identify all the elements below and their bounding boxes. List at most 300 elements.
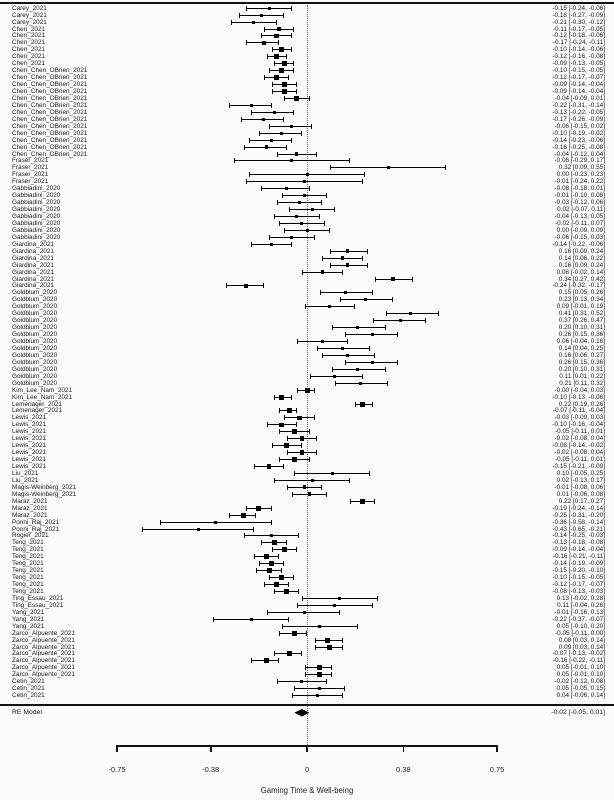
effect-marker [346,249,350,253]
ci-cap-right [288,75,289,80]
study-value: -0.01 [-0.16, 0.13] [554,608,605,616]
ci-cap-left [297,388,298,393]
study-row [0,532,614,539]
study-value: -0.22 [-0.31, -0.14] [552,101,605,109]
study-row [0,553,614,560]
ci-cap-left [277,679,278,684]
study-value: -0.14 [-0.22, -0.06] [552,240,605,248]
ci-cap-right [293,68,294,73]
ci-cap-left [254,464,255,469]
ci-cap-left [272,82,273,87]
x-axis-tick [210,745,212,752]
study-label: Goldblum_2020 [12,372,58,380]
study-row [0,324,614,331]
study-label: Teng_2021 [12,560,44,568]
x-axis-tick [116,745,118,752]
study-label: Lewis_2021 [12,421,47,429]
ci-cap-left [345,360,346,365]
effect-marker [356,368,359,371]
study-row [0,220,614,227]
effect-marker [252,21,255,24]
effect-marker [264,554,269,559]
effect-marker [360,499,365,504]
ci-cap-left [302,270,303,275]
effect-marker [284,589,289,594]
study-value: -0.05 [-0.11, 0.01] [555,428,605,436]
ci-cap-left [264,27,265,32]
study-label: Maraz_2021 [12,511,48,519]
study-label: Fraser_2021 [12,171,49,179]
study-value: -0.02 [-0.08, 0.04] [554,449,605,457]
study-value: -0.01 [-0.24, 0.22] [554,178,605,186]
re-model-diamond-icon [294,709,309,717]
effect-marker [300,450,305,455]
study-value: 0.05 [-0.10, 0.20] [556,622,605,630]
study-row [0,345,614,352]
ci-cap-left [269,235,270,240]
study-row [0,123,614,130]
effect-marker [277,27,282,32]
study-row [0,12,614,19]
study-label: Chen_Chen_OBrien_2021 [12,136,88,144]
ci-cap-left [274,61,275,66]
study-label: Giardina_2021 [12,275,54,283]
ci-cap-right [286,54,287,59]
ci-cap-right [412,277,413,282]
study-label: Yang_2021 [12,622,45,630]
effect-marker [287,408,292,413]
study-value: 0.16 [0.06, 0.27] [558,351,605,359]
effect-marker [341,256,344,259]
effect-marker [274,34,279,39]
ci-cap-left [269,124,270,129]
ci-cap-right [296,82,297,87]
effect-marker [274,582,279,587]
study-row [0,512,614,519]
re-model-row [0,708,614,717]
ci-cap-left [284,228,285,233]
study-row [0,366,614,373]
ci-cap-left [246,179,247,184]
ci-cap-left [282,624,283,629]
effect-marker [346,263,350,267]
study-label: Goldblum_2020 [12,344,58,352]
effect-marker [317,665,322,670]
ci-cap-right [288,617,289,622]
effect-marker [272,540,277,545]
effect-marker [316,694,319,697]
ci-cap-left [261,540,262,545]
study-row [0,137,614,144]
ci-cap-right [296,547,297,552]
study-row [0,526,614,533]
ci-cap-right [347,339,348,344]
ci-cap-right [293,110,294,115]
ci-cap-right [291,6,292,11]
study-label: Yang_2021 [12,615,45,623]
ci-cap-right [296,408,297,413]
ci-cap-left [335,381,336,386]
ci-cap-right [372,603,373,608]
ci-cap-left [292,492,293,497]
study-value: 0.20 [0.10, 0.31] [558,365,605,373]
study-value: -0.11 [-0.17, -0.05] [552,25,605,33]
study-value: -0.08 [-0.18, 0.01] [554,185,605,193]
study-label: Lewis_2021 [12,435,47,443]
study-value: -0.04 [-0.13, 0.05] [554,213,605,221]
ci-cap-right [349,478,350,483]
study-value: 0.37 [0.26, 0.47] [558,317,605,325]
study-label: Zarco_Alpuente_2021 [12,636,75,644]
ci-cap-right [291,395,292,400]
effect-marker [409,312,412,315]
ci-cap-left [373,318,374,323]
study-row [0,282,614,289]
effect-marker [333,604,336,607]
ci-cap-left [279,457,280,462]
effect-marker [359,382,362,385]
study-label: Chen_2021 [12,53,46,61]
study-row [0,595,614,602]
ci-cap-right [326,193,327,198]
ci-cap-right [374,499,375,504]
effect-marker [267,464,272,469]
effect-marker [328,305,331,308]
ci-cap-left [279,408,280,413]
ci-cap-left [330,165,331,170]
study-row [0,26,614,33]
ci-cap-right [309,457,310,462]
study-row [0,60,614,67]
study-label: Gabbiadini_2020 [12,192,61,200]
ci-cap-right [321,200,322,205]
study-row [0,567,614,574]
ci-cap-left [292,693,293,698]
study-row [0,164,614,171]
study-value: 0.06 [-0.04, 0.16] [556,338,605,345]
ci-cap-left [277,152,278,157]
ci-cap-left [267,610,268,615]
effect-marker [282,82,287,87]
ci-cap-right [339,610,340,615]
ci-cap-right [329,228,330,233]
ci-cap-right [372,290,373,295]
ci-cap-left [287,485,288,490]
effect-marker [318,687,321,690]
study-value: -0.12 [-0.17, -0.07] [552,581,605,589]
ci-cap-right [306,631,307,636]
study-value: 0.00 [-0.09, 0.09] [556,226,605,234]
study-row [0,19,614,26]
study-row [0,421,614,428]
ci-cap-left [274,589,275,594]
effect-marker [303,180,306,183]
study-row [0,157,614,164]
ci-cap-right [253,527,254,532]
ci-cap-right [291,138,292,143]
study-row [0,685,614,692]
study-row [0,539,614,546]
ci-cap-left [297,603,298,608]
ci-cap-left [294,471,295,476]
study-row [0,449,614,456]
study-value: -0.06 [-0.15, 0.02] [554,122,605,130]
ci-cap-left [386,311,387,316]
ci-cap-left [246,506,247,511]
effect-marker [273,111,276,114]
study-value: -0.05 [-0.11, 0.00] [555,629,605,637]
study-value: -0.09 [-0.13, -0.05] [552,60,605,68]
effect-marker [274,75,279,80]
study-value: -0.21 [-0.30, -0.12] [552,18,605,26]
study-value: -0.19 [-0.24, -0.14] [552,504,605,512]
ci-cap-right [334,207,335,212]
ci-cap-left [279,221,280,226]
study-row [0,581,614,588]
ci-cap-left [251,110,252,115]
effect-marker [311,208,314,211]
study-row [0,53,614,60]
ci-cap-right [291,47,292,52]
study-row [0,255,614,262]
study-value: -0.12 [-0.18, -0.06] [552,32,605,40]
ci-cap-right [367,249,368,254]
study-label: Chen_Chen_OBrien_2021 [12,101,88,109]
study-value: -0.17 [-0.26, -0.09] [552,115,605,123]
study-row [0,401,614,408]
study-label: Gabbiadini_2020 [12,185,61,193]
effect-marker [306,229,309,232]
study-label: Goldblum_2020 [12,303,58,311]
effect-marker [287,651,292,656]
study-row [0,102,614,109]
ci-cap-left [267,422,268,427]
study-label: Magis-Weinberg_2021 [12,483,77,491]
study-label: Cetin_2021 [12,685,45,693]
study-label: Magis-Weinberg_2021 [12,490,77,498]
ci-cap-right [286,145,287,150]
ci-cap-right [314,415,315,420]
study-value: 0.10 [-0.05, 0.25] [556,469,605,477]
study-row [0,234,614,241]
study-value: -0.43 [-0.65, -0.21] [552,525,605,533]
effect-marker [279,68,284,73]
ci-cap-left [249,172,250,177]
study-value: 0.01 [-0.06, 0.08] [556,490,605,498]
effect-marker [284,443,289,448]
study-value: -0.12 [-0.16, -0.08] [552,53,605,61]
study-row [0,109,614,116]
effect-marker [264,658,269,663]
study-label: Carey_2021 [12,18,47,26]
effect-marker [282,61,287,66]
study-row [0,276,614,283]
study-row [0,206,614,213]
study-value: 0.26 [0.15, 0.36] [558,331,605,339]
effect-marker [250,618,253,621]
study-value: -0.00 [-0.04, 0.03] [554,386,605,394]
study-label: Liu_2021 [12,476,39,484]
study-label: Gabbiadini_2020 [12,206,61,214]
ci-cap-right [283,464,284,469]
study-label: Kim_Lee_Nam_2021 [12,393,73,401]
study-label: Chen_2021 [12,25,46,33]
effect-marker [303,485,307,489]
study-label: Chen_2021 [12,39,46,47]
ci-cap-left [244,533,245,538]
study-label: Fraser_2021 [12,164,49,172]
study-value: 0.00 [-0.23, 0.23] [556,171,605,179]
study-label: Zarco_Alpuente_2021 [12,657,75,665]
study-value: -0.16 [-0.21, -0.11] [552,553,605,561]
study-value: 0.22 [0.17, 0.27] [558,497,605,505]
study-row [0,380,614,387]
effect-marker [282,89,287,94]
effect-marker [250,104,253,107]
study-value: 0.09 [-0.01, 0.19] [556,303,605,311]
study-row [0,435,614,442]
effect-marker [346,354,349,357]
ci-cap-right [369,471,370,476]
ci-cap-left [287,450,288,455]
study-row [0,46,614,53]
ci-cap-right [392,297,393,302]
study-label: Maraz_2021 [12,504,48,512]
ci-cap-right [387,381,388,386]
effect-marker [295,215,298,218]
study-row [0,67,614,74]
study-value: -0.36 [-0.58, -0.14] [552,518,605,526]
ci-cap-left [229,513,230,518]
effect-marker [265,145,268,148]
ci-cap-right [372,402,373,407]
study-label: Goldblum_2020 [12,310,58,318]
effect-marker [294,96,299,101]
study-row [0,470,614,477]
study-label: Goldblum_2020 [12,379,58,387]
ci-cap-left [239,13,240,18]
study-value: 0.05 [-0.05, 0.15] [556,685,605,693]
study-label: Gabbiadini_2020 [12,233,61,241]
ci-cap-right [321,485,322,490]
effect-marker [279,423,284,428]
top-rule [0,2,614,4]
ci-cap-right [445,165,446,170]
study-row [0,671,614,678]
study-value: 0.05 [-0.01, 0.10] [556,671,605,679]
study-value: -0.05 [-0.11, 0.01] [555,456,605,464]
ci-cap-left [350,499,351,504]
study-row [0,32,614,39]
study-row [0,352,614,359]
study-value: 0.11 [-0.04, 0.26] [557,601,605,609]
ci-cap-right [331,672,332,677]
study-row [0,644,614,651]
study-row [0,616,614,623]
ci-cap-right [326,492,327,497]
ci-cap-right [291,242,292,247]
study-label: Chen_Chen_OBrien_2021 [12,94,88,102]
study-value: 0.20 [0.10, 0.31] [558,324,605,332]
effect-marker [327,645,332,650]
effect-marker [318,625,321,628]
ci-cap-right [293,61,294,66]
ci-cap-left [274,214,275,219]
study-label: Teng_2021 [12,546,44,554]
study-value: -0.04 [-0.09, 0.01] [554,94,605,102]
ci-cap-left [287,436,288,441]
ci-cap-left [330,263,331,268]
study-value: -0.18 [-0.27, -0.09] [552,11,605,19]
x-axis-tick [403,745,405,752]
study-row [0,178,614,185]
ci-cap-left [330,249,331,254]
study-row [0,289,614,296]
study-label: Gabbiadini_2020 [12,213,61,221]
ci-cap-right [311,124,312,129]
study-row [0,310,614,317]
ci-cap-left [246,6,247,11]
study-label: Giardina_2021 [12,261,54,269]
study-row [0,192,614,199]
study-label: Gabbiadini_2020 [12,219,61,227]
study-row [0,630,614,637]
study-value: -0.14 [-0.23, -0.06] [552,136,605,144]
ci-cap-left [269,575,270,580]
study-label: Goldblum_2020 [12,324,58,332]
study-row [0,463,614,470]
ci-cap-right [362,179,363,184]
study-label: Ting_Essau_2021 [12,594,64,602]
study-row [0,498,614,505]
study-row [0,227,614,234]
effect-marker [268,7,271,10]
study-row [0,116,614,123]
effect-marker [292,429,297,434]
study-row [0,407,614,414]
study-row [0,394,614,401]
study-value: -0.03 [-0.09, 0.03] [554,414,605,422]
ci-cap-left [272,443,273,448]
effect-marker [399,319,402,322]
x-axis-title: Gaming Time & Well-being [260,786,354,795]
ci-cap-right [385,325,386,330]
x-axis-tick [306,745,308,752]
study-row [0,664,614,671]
study-value: -0.07 [-0.11, -0.04] [552,407,605,415]
ci-cap-left [264,582,265,587]
ci-cap-left [345,332,346,337]
study-label: Teng_2021 [12,553,44,561]
study-row [0,692,614,699]
study-row [0,623,614,630]
ci-cap-left [284,96,285,101]
effect-marker [269,561,274,566]
study-value: -0.17 [-0.24, -0.11] [552,39,605,47]
study-label: Teng_2021 [12,588,44,595]
study-label: Chen_2021 [12,60,46,68]
study-value: -0.13 [-0.18, -0.08] [552,539,605,547]
study-value: -0.02 [-0.08, 0.04] [554,435,605,443]
re-model-label: RE Model [12,709,42,716]
study-row [0,373,614,380]
study-label: Giardina_2021 [12,282,54,290]
ci-cap-left [375,277,376,282]
study-label: Cetin_2021 [12,692,45,700]
ci-cap-right [278,554,279,559]
ci-cap-right [397,360,398,365]
effect-marker [341,347,344,350]
